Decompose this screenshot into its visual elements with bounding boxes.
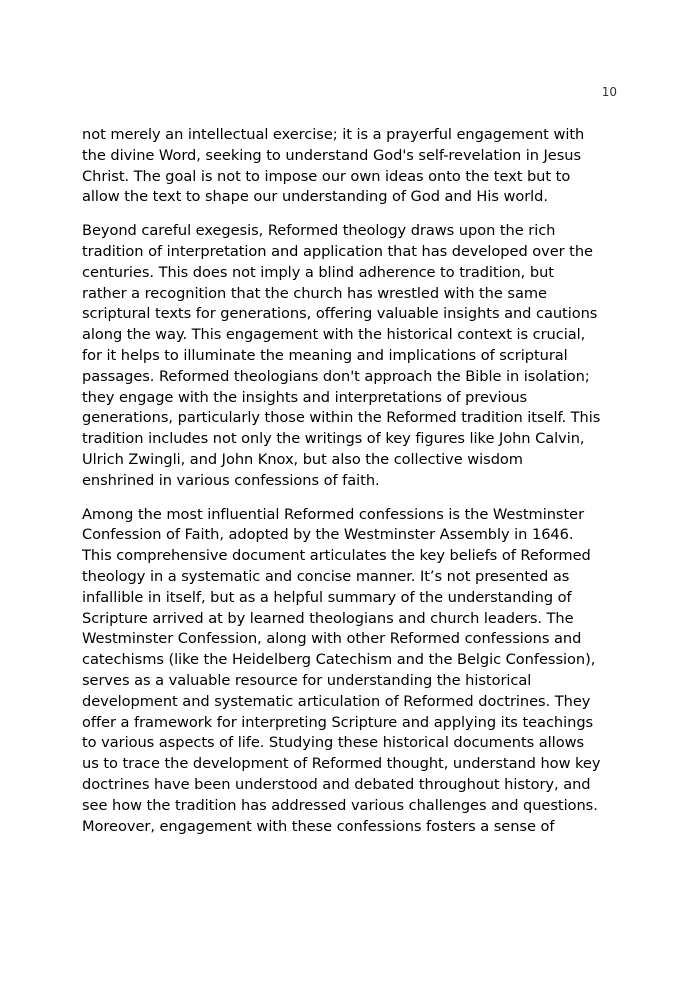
text-line: Confession of Faith, adopted by the Westminster Assembly in 1646. [82, 526, 574, 544]
text-line: generations, particularly those within the Reformed tradition itself. This [82, 409, 601, 427]
paragraph-3 [82, 505, 622, 838]
text-line: along the way. This engagement with the historical context is crucial, [82, 326, 586, 344]
text-line: catechisms (like the Heidelberg Catechism and the Belgic Confession), [82, 651, 596, 669]
text-line: doctrines have been understood and debated throughout history, and [82, 775, 591, 793]
text-line: centuries. This does not imply a blind adherence to tradition, but [82, 263, 554, 281]
text-line: passages. Reformed theologians don't approach the Bible in isolation; [82, 367, 590, 385]
text-line: offer a framework for interpreting Scripture and applying its teachings [82, 713, 594, 731]
text-line: development and systematic articulation of Reformed doctrines. They [82, 692, 591, 710]
paragraph-1 [82, 125, 622, 208]
text-line: for it helps to illuminate the meaning and implications of scriptural [82, 346, 568, 364]
text-line: infallible in itself, but as a helpful summary of the understanding of [82, 588, 572, 606]
text-line: see how the tradition has addressed various challenges and questions. [82, 796, 598, 814]
body-text [82, 125, 622, 850]
text-line: Moreover, engagement with these confessions fosters a sense of [82, 817, 555, 835]
text-line: This comprehensive document articulates the key beliefs of Reformed [82, 547, 591, 565]
text-line: to various aspects of life. Studying these historical documents allows [82, 734, 585, 752]
paragraph-2 [82, 221, 622, 491]
text-line: Ulrich Zwingli, and John Knox, but also the collective wisdom [82, 450, 523, 468]
text-line: theology in a systematic and concise manner. It’s not presented as [82, 567, 570, 585]
text-line: allow the text to shape our understanding of God and His world. [82, 188, 548, 206]
text-line: Among the most influential Reformed confessions is the Westminster [82, 505, 585, 523]
text-line: not merely an intellectual exercise; it is a prayerful engagement with [82, 126, 585, 143]
text-line: Scripture arrived at by learned theologians and church leaders. The [82, 609, 574, 627]
text-line: enshrined in various confessions of faith. [82, 471, 380, 489]
text-line: tradition includes not only the writings of key figures like John Calvin, [82, 430, 585, 448]
text-line: they engage with the insights and interpretations of previous [82, 388, 528, 406]
text-line: the divine Word, seeking to understand God's self-revelation in Jesus [82, 146, 582, 164]
text-line: rather a recognition that the church has wrestled with the same [82, 284, 547, 302]
text-line: serves as a valuable resource for understanding the historical [82, 671, 532, 689]
page-number: 10 [601, 85, 617, 99]
text-line: Christ. The goal is not to impose our own ideas onto the text but to [82, 167, 571, 185]
text-line: Beyond careful exegesis, Reformed theology draws upon the rich [82, 222, 556, 240]
text-line: us to trace the development of Reformed thought, understand how key [82, 755, 601, 773]
text-line: Westminster Confession, along with other Reformed confessions and [82, 630, 582, 648]
text-line: scriptural texts for generations, offering valuable insights and cautions [82, 305, 598, 323]
text-line: tradition of interpretation and application that has developed over the [82, 242, 593, 260]
